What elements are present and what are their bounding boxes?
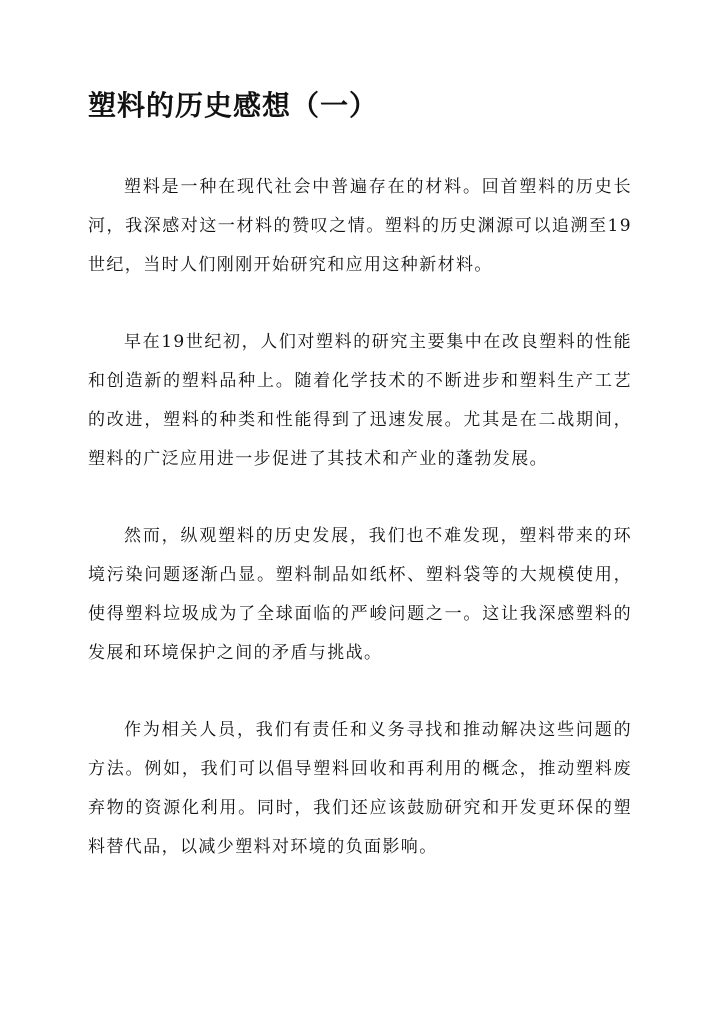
document-title: 塑料的历史感想（一）: [88, 89, 379, 122]
paragraph-2: 早在19世纪初，人们对塑料的研究主要集中在改良塑料的性能和创造新的塑料品种上。随着化学技术的不断进步和塑料生产工艺的改进，塑料的种类和性能得到了迅速发展。尤其是在二战期间，塑料的广泛应用进一步促进了其技术和产业的蓬勃发展。: [88, 332, 632, 469]
document-body: [88, 168, 632, 867]
paragraph-1: 塑料是一种在现代社会中普遍存在的材料。回首塑料的历史长河，我深感对这一材料的赞叹之情。塑料的历史渊源可以追溯至19世纪，当时人们刚刚开始研究和应用这种新材料。: [88, 177, 632, 275]
paragraph-4: 作为相关人员，我们有责任和义务寻找和推动解决这些问题的方法。例如，我们可以倡导塑料回收和再利用的概念，推动塑料废弃物的资源化利用。同时，我们还应该鼓励研究和开发更环保的塑料替代品，以减少塑料对环境的负面影响。: [88, 720, 632, 857]
paragraph-3: 然而，纵观塑料的历史发展，我们也不难发现，塑料带来的环境污染问题逐渐凸显。塑料制品如纸杯、塑料袋等的大规模使用，使得塑料垃圾成为了全球面临的严峻问题之一。这让我深感塑料的发展和环境保护之间的矛盾与挑战。: [88, 526, 632, 663]
